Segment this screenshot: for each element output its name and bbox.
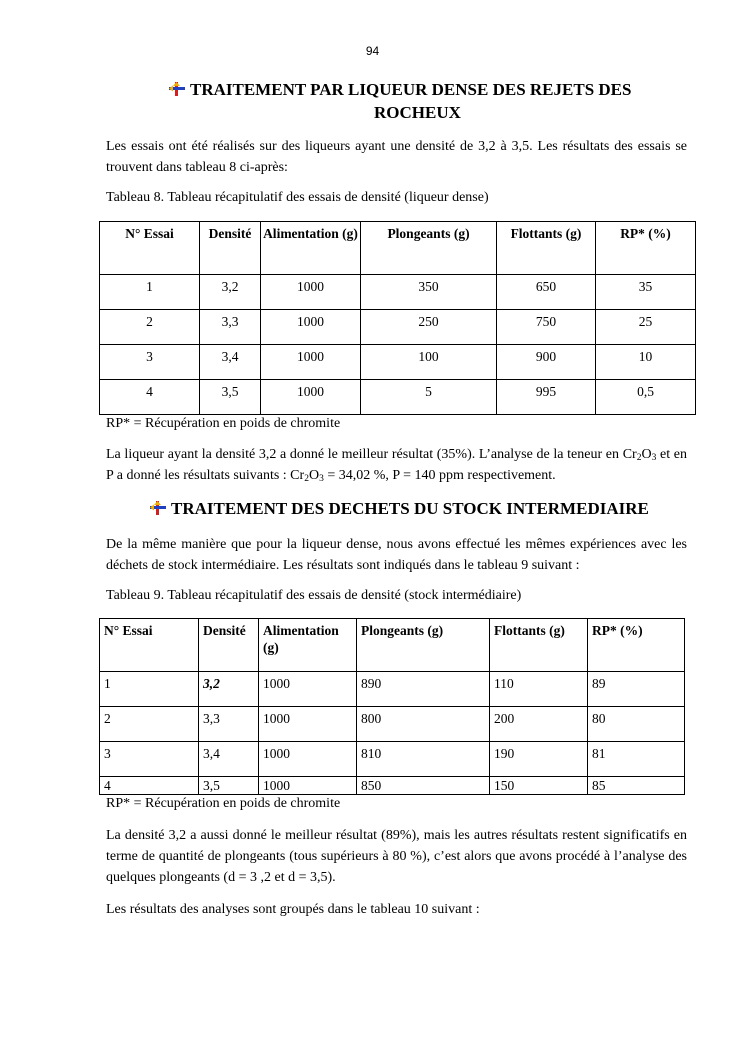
- subscript: 2: [636, 453, 642, 463]
- table-header-row: [100, 222, 696, 275]
- table-header: Plongeants (g): [357, 619, 490, 672]
- section1-intro: Les essais ont été réalisés sur des liqueurs ayant une densité de 3,2 à 3,5. Les résultats des essais se trouvent dans tableau 8 ci-après:: [106, 139, 687, 175]
- table-cell: 810: [357, 742, 490, 777]
- table-cell: 100: [361, 345, 497, 380]
- table-row: [100, 777, 685, 795]
- table-cell: 3,3: [200, 310, 261, 345]
- table-cell: 89: [588, 672, 685, 707]
- page-number: 94: [365, 44, 380, 58]
- table-cell: 750: [497, 310, 596, 345]
- section2-title: TRAITEMENT DES DECHETS DU STOCK INTERMEDIAIRE: [171, 499, 649, 518]
- table-cell: 150: [490, 777, 588, 795]
- conclusion-text: O: [641, 447, 652, 462]
- table-cell: 1000: [261, 345, 361, 380]
- section-title-line2: ROCHEUX: [374, 103, 461, 122]
- table-row: [100, 380, 696, 415]
- table-cell: 650: [497, 275, 596, 310]
- table-cell: 800: [357, 707, 490, 742]
- table-row: [100, 742, 685, 777]
- subscript: 3: [319, 474, 324, 484]
- table-cell: 995: [497, 380, 596, 415]
- table-header: Densité: [199, 619, 259, 672]
- table-cell: 85: [588, 777, 685, 795]
- table-cell: 3,4: [200, 345, 261, 380]
- table-header: Plongeants (g): [361, 222, 497, 275]
- table-cell: 890: [357, 672, 490, 707]
- table-header: Densité: [200, 222, 261, 275]
- table-cell: 850: [357, 777, 490, 795]
- table-header: Alimentation (g): [259, 619, 357, 672]
- table-cell: 25: [596, 310, 696, 345]
- table9-footnote: RP* = Récupération en poids de chromite: [106, 796, 341, 811]
- subscript: 2: [304, 474, 309, 484]
- table-header: N° Essai: [100, 619, 199, 672]
- table-cell: 3,2: [200, 275, 261, 310]
- conclusion-text: O: [308, 468, 320, 483]
- table-8: [99, 221, 696, 415]
- section-heading-liqueur-dense: [169, 79, 649, 101]
- table-row: [100, 345, 696, 380]
- table-cell: 3: [100, 345, 200, 380]
- section-title-line1: TRAITEMENT PAR LIQUEUR DENSE DES REJETS DES: [190, 80, 632, 99]
- table-cell: 1: [100, 275, 200, 310]
- table-cell: 5: [361, 380, 497, 415]
- table-cell: 3,5: [199, 777, 259, 795]
- conclusion-text: = 34,02 %, P = 140 ppm respectivement.: [323, 468, 556, 483]
- section-heading-stock-intermediaire: [150, 498, 649, 520]
- section2-next: Les résultats des analyses sont groupés dans le tableau 10 suivant :: [106, 902, 480, 917]
- table-header: Alimentation (g): [261, 222, 361, 275]
- table-row: [100, 275, 696, 310]
- subscript: 3: [651, 453, 657, 463]
- table-cell: 4: [100, 380, 200, 415]
- table-cell: 1000: [259, 742, 357, 777]
- conclusion-text: et en P a donné les résultats suivants : Cr: [106, 447, 687, 483]
- table-row: [100, 707, 685, 742]
- table-cell: 1000: [261, 380, 361, 415]
- table-cell: 3,2: [199, 672, 259, 707]
- table-cell: 1000: [261, 275, 361, 310]
- table-cell: 1000: [259, 672, 357, 707]
- bullet-arrows-icon: [169, 80, 185, 94]
- table-cell: 1000: [259, 777, 357, 795]
- table-cell: 1000: [259, 707, 357, 742]
- table-header: Flottants (g): [497, 222, 596, 275]
- table-row: [100, 672, 685, 707]
- table-cell: 250: [361, 310, 497, 345]
- table-header: N° Essai: [100, 222, 200, 275]
- table-cell: 190: [490, 742, 588, 777]
- table8-footnote: RP* = Récupération en poids de chromite: [106, 416, 341, 431]
- table-cell: 2: [100, 707, 199, 742]
- table-cell: 200: [490, 707, 588, 742]
- table-cell: 1: [100, 672, 199, 707]
- table-cell: 3,3: [199, 707, 259, 742]
- section2-conclusion: La densité 3,2 a aussi donné le meilleur résultat (89%), mais les autres résultats restent significatifs en terme de quantité de plongeants (tous supérieurs à 80 %), c’est alors que avons procédé à l’analyse des quelques plongeants (d = 3 ,2 et d = 3,5).: [106, 828, 687, 885]
- section2-intro: De la même manière que pour la liqueur dense, nous avons effectué les mêmes expériences avec les déchets de stock intermédiaire. Les résultats sont indiqués dans le tableau 9 suivant :: [106, 537, 687, 573]
- table-cell: 1000: [261, 310, 361, 345]
- section1-conclusion: [106, 444, 687, 486]
- table-header: RP* (%): [588, 619, 685, 672]
- table-9: [99, 618, 685, 795]
- table-cell: 110: [490, 672, 588, 707]
- table-cell: 3,4: [199, 742, 259, 777]
- table-header: Flottants (g): [490, 619, 588, 672]
- table-cell: 3: [100, 742, 199, 777]
- table-row: [100, 310, 696, 345]
- table-cell: 35: [596, 275, 696, 310]
- table9-caption: Tableau 9. Tableau récapitulatif des essais de densité (stock intermédiaire): [106, 588, 522, 603]
- table8-caption: Tableau 8. Tableau récapitulatif des essais de densité (liqueur dense): [106, 190, 489, 205]
- table-cell: 900: [497, 345, 596, 380]
- table-header-row: [100, 619, 685, 672]
- table-cell: 4: [100, 777, 199, 795]
- table-cell: 0,5: [596, 380, 696, 415]
- table-header: RP* (%): [596, 222, 696, 275]
- bullet-arrows-icon: [150, 499, 166, 513]
- table-cell: 10: [596, 345, 696, 380]
- conclusion-text: La liqueur ayant la densité 3,2 a donné le meilleur résultat (35%). L’analyse de la teneur en Cr: [106, 447, 637, 462]
- table-cell: 3,5: [200, 380, 261, 415]
- table-cell: 2: [100, 310, 200, 345]
- table-cell: 350: [361, 275, 497, 310]
- table-cell: 81: [588, 742, 685, 777]
- table-cell: 80: [588, 707, 685, 742]
